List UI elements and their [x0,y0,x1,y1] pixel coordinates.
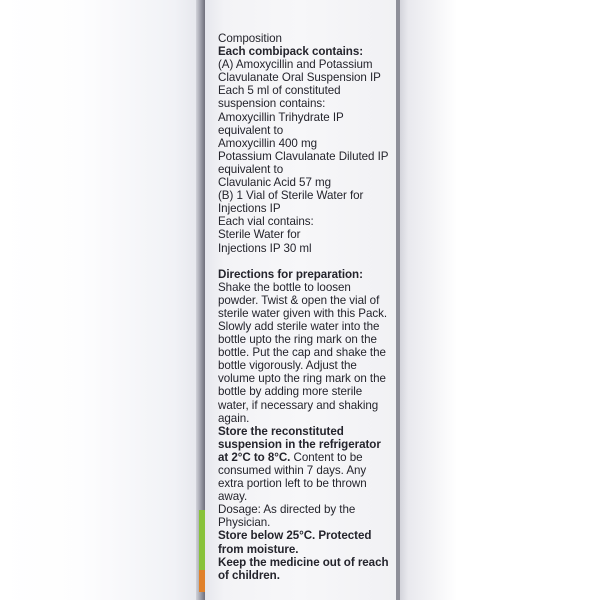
section-a-line: Clavulanate Oral Suspension IP [218,71,381,85]
amoxycillin-line: equivalent to [218,123,284,137]
vial-contents-line: Each vial contains: [218,215,314,229]
directions-line: again. [218,411,250,425]
directions-line: Slowly add sterile water into the [218,319,380,333]
amoxycillin-dose: 400 mg [278,136,317,150]
refrigerate-warning: suspension in the refrigerator [218,437,381,451]
refrigerate-temp: at 2°C to 8°C. [218,450,291,464]
clavulanic-name: Clavulanic Acid [218,176,296,190]
refrigerate-warning: Store the reconstituted [218,424,344,438]
amoxycillin-name: Amoxycillin [218,136,276,150]
refrigerate-line [218,451,394,464]
dosage-line: Dosage: As directed by the [218,503,356,517]
directions-line: sterile water given with this Pack. [218,306,388,320]
section-b-line: Injections IP [218,202,281,216]
section-b-line: (B) 1 Vial of Sterile Water for [218,189,364,203]
storage-warning: from moisture. [218,542,299,556]
clavulanate-line: equivalent to [218,162,284,176]
clavulanate-line: Potassium Clavulanate Diluted IP [218,149,389,163]
directions-line: bottle vigorously. Adjust the [218,359,357,373]
directions-line: water, if necessary and shaking [218,398,379,412]
consume-within-text: Content to be [290,450,363,464]
water-dose: 30 ml [283,241,312,255]
amoxycillin-line: Amoxycillin Trihydrate IP [218,110,344,124]
directions-line: Shake the bottle to loosen [218,280,351,294]
carton-left-face [0,0,205,600]
storage-warning: Store below 25°C. Protected [218,529,372,543]
keep-away-warning: of children. [218,568,280,582]
directions-heading: Directions for preparation: [218,267,363,281]
label-text-block [218,32,394,582]
dosage-line: Physician. [218,516,271,530]
water-name: Injections IP [218,241,281,255]
directions-line: bottle. Put the cap and shake the [218,346,386,360]
vial-contents-line: Sterile Water for [218,228,301,242]
directions-line: volume upto the ring mark on the [218,372,386,386]
directions-line: bottle by adding more sterile [218,385,363,399]
composition-heading: Composition [218,32,282,45]
amoxycillin-dose-row [218,137,394,150]
carton-fold-shadow [396,0,400,600]
section-spacer [218,255,394,268]
keep-away-warning: Keep the medicine out of reach [218,555,389,569]
each-5ml-line: Each 5 ml of constituted [218,84,341,98]
combipack-heading: Each combipack contains: [218,45,364,59]
consume-line: away. [218,490,248,504]
clavulanic-dose: 57 mg [299,176,332,190]
consume-line: extra portion left to be thrown [218,477,367,491]
carton-right-face [396,0,600,600]
directions-line: powder. Twist & open the vial of [218,293,380,307]
water-dose-row [218,242,394,255]
each-5ml-line: suspension contains: [218,97,326,111]
section-a-line: (A) Amoxycillin and Potassium [218,58,373,72]
clavulanic-dose-row [218,176,394,189]
consume-line: consumed within 7 days. Any [218,464,367,477]
directions-line: bottle upto the ring mark on the [218,333,377,347]
